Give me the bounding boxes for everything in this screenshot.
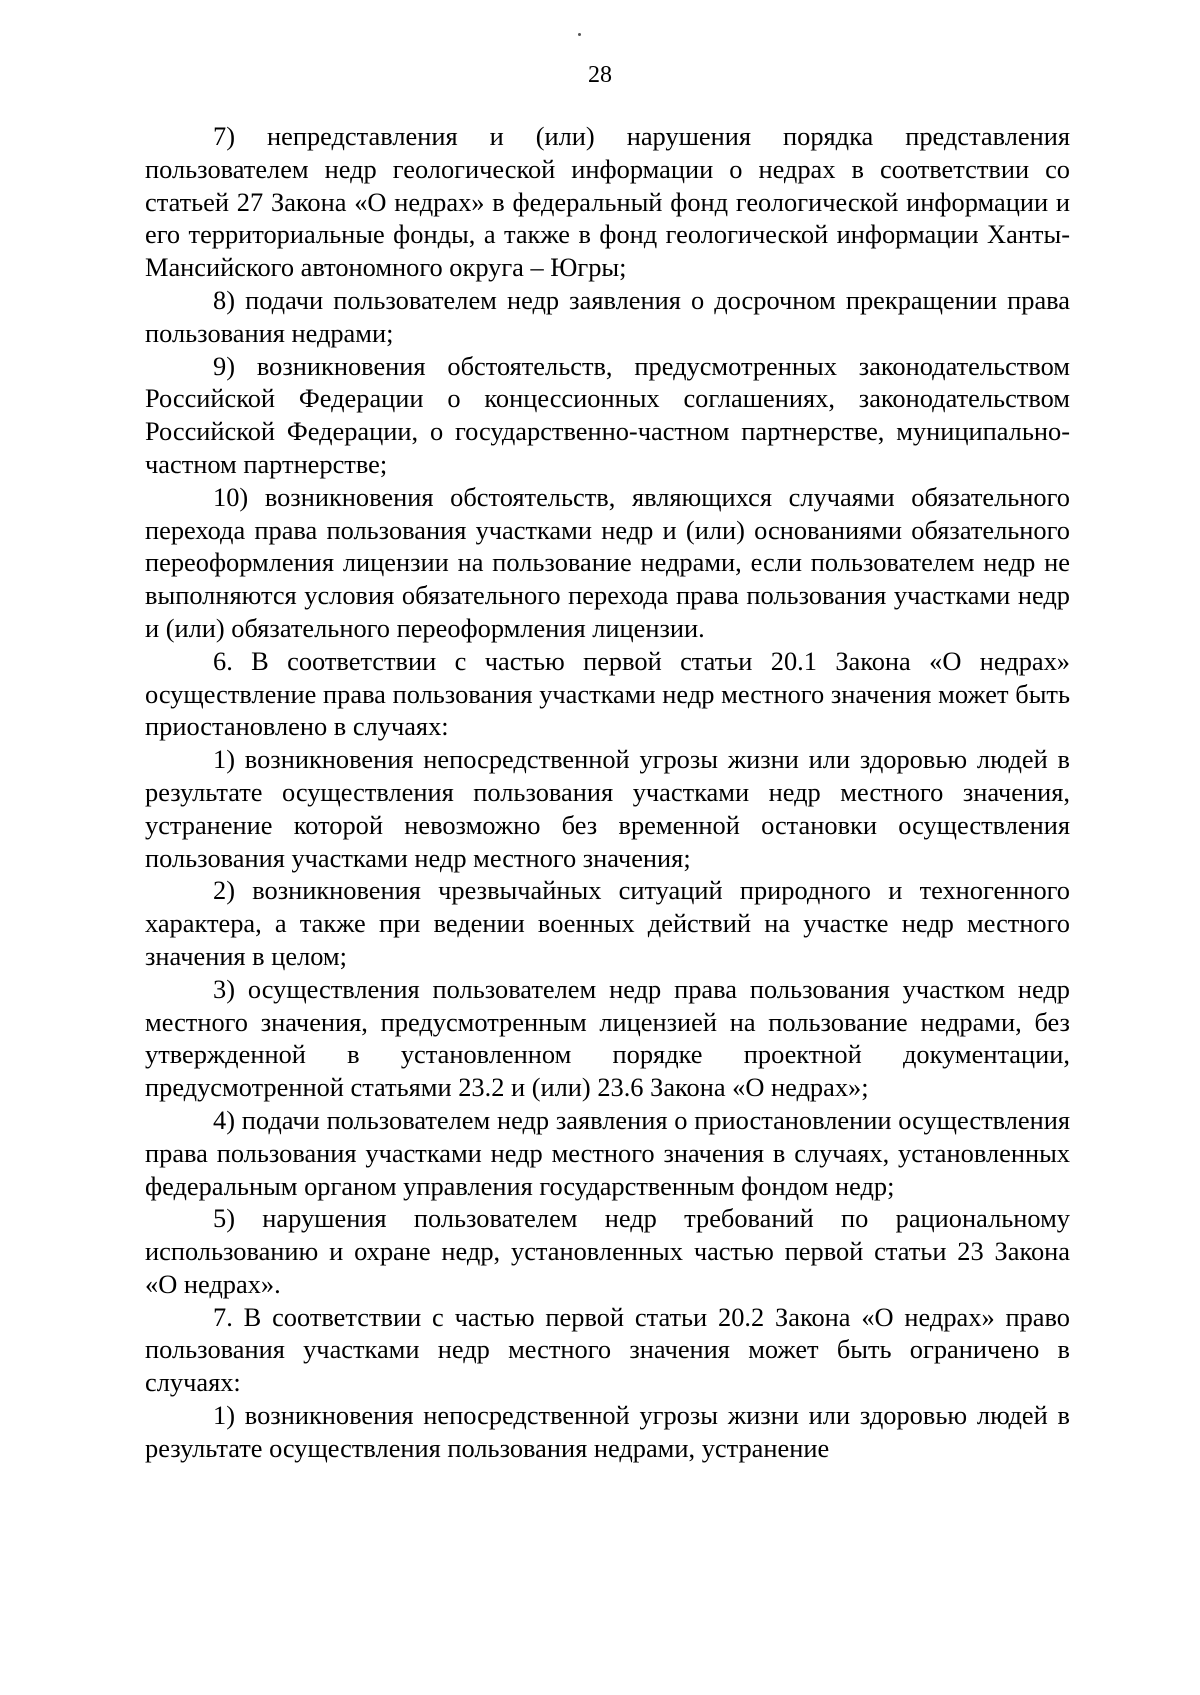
paragraph-section-6: 6. В соответствии с частью первой статьи 20.1 Закона «О недрах» осуществление права пользования участками недр местного значения может быть приостановлено в случаях: <box>145 645 1070 742</box>
paragraph-item-8-early-termination: 8) подачи пользователем недр заявления о досрочном прекращении права пользования недрами; <box>145 284 1070 348</box>
paragraph-section-6-item-5: 5) нарушения пользователем недр требований по рациональному использованию и охране недр, установленных частью первой статьи 23 Закона «О недрах». <box>145 1203 1070 1299</box>
scan-speck <box>578 33 581 36</box>
paragraph-item-9-concession: 9) возникновения обстоятельств, предусмотренных законодательством Российской Федерации о концессионных соглашениях, законодательством Российской Федерации, о государственно-частном партнерстве, муниципально-частном партнерстве; <box>145 350 1070 479</box>
document-body <box>145 120 1070 1465</box>
paragraph-section-7: 7. В соответствии с частью первой статьи 20.2 Закона «О недрах» право пользования участками недр местного значения может быть ограничено в случаях: <box>145 1301 1070 1398</box>
paragraph-item-7-geological-info: 7) непредставления и (или) нарушения порядка представления пользователем недр геологической информации о недрах в соответствии со статьей 27 Закона «О недрах» в федеральный фонд геологической информации и его территориальные фонды, а также в фонд геологической информации Ханты-Мансийского автономного округа – Югры; <box>145 121 1070 283</box>
paragraph-section-7-item-1: 1) возникновения непосредственной угрозы жизни или здоровью людей в результате осуществления пользования недрами, устранение <box>145 1400 1070 1463</box>
paragraph-section-6-item-4: 4) подачи пользователем недр заявления о приостановлении осуществления права пользования участками недр местного значения в случаях, установленных федеральным органом управления государственным фондом недр; <box>145 1104 1070 1201</box>
paragraph-item-10-mandatory-transfer: 10) возникновения обстоятельств, являющихся случаями обязательного перехода права пользования участками недр и (или) основаниями обязательного переоформления лицензии на пользование недрами, если пользователем недр не выполняются условия обязательного перехода права пользования участками недр и (или) обязательного переоформления лицензии. <box>145 481 1070 643</box>
page-number: 28 <box>588 62 612 88</box>
paragraph-section-6-item-3: 3) осуществления пользователем недр права пользования участком недр местного значения, предусмотренным лицензией на пользование недрами, без утвержденной в установленном порядке проектной документации, предусмотренной статьями 23.2 и (или) 23.6 Закона «О недрах»; <box>145 973 1070 1103</box>
paragraph-section-6-item-1: 1) возникновения непосредственной угрозы жизни или здоровью людей в результате осуществления пользования участками недр местного значения, устранение которой невозможно без временной остановки осуществления пользования участками недр местного значения; <box>145 744 1070 873</box>
paragraph-section-6-item-2: 2) возникновения чрезвычайных ситуаций природного и техногенного характера, а также при ведении военных действий на участке недр местного значения в целом; <box>145 875 1070 971</box>
